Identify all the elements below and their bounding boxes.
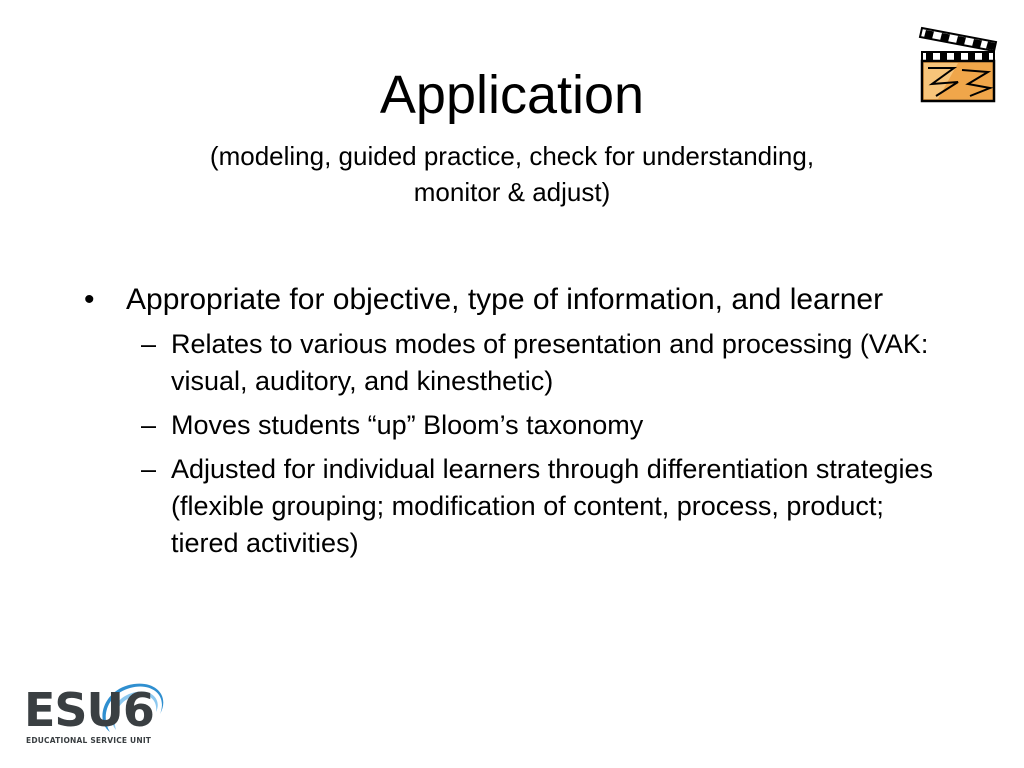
sub-bullet-text: Moves students “up” Bloom’s taxonomy bbox=[171, 410, 644, 440]
bullet-item bbox=[84, 280, 934, 320]
esu6-logo bbox=[22, 680, 167, 750]
sub-bullet-text: Adjusted for individual learners through differentiation strategies (flexible grouping; modification of content, process, product; tiered activities) bbox=[171, 454, 933, 558]
sub-bullet-item bbox=[141, 451, 934, 562]
clapperboard-icon bbox=[918, 24, 1000, 104]
slide-title: Application bbox=[379, 65, 645, 125]
dash-marker: – bbox=[141, 329, 157, 359]
sub-bullet-item bbox=[141, 407, 934, 444]
sub-bullet-list bbox=[141, 326, 934, 562]
sub-bullet-item bbox=[141, 326, 934, 400]
sub-bullet-text: Relates to various modes of presentation and processing (VAK: visual, auditory, and kinesthetic) bbox=[171, 329, 929, 396]
dash-marker: – bbox=[141, 454, 157, 484]
logo-main-text: ESU6 bbox=[24, 683, 154, 737]
bullet-marker: • bbox=[84, 283, 95, 316]
subtitle-line-1: (modeling, guided practice, check for understanding, bbox=[209, 141, 815, 171]
bullet-text: Appropriate for objective, type of information, and learner bbox=[126, 283, 884, 316]
subtitle-line-2: monitor & adjust) bbox=[413, 177, 611, 207]
logo-sub-text: EDUCATIONAL SERVICE UNIT bbox=[26, 736, 152, 745]
dash-marker: – bbox=[141, 410, 157, 440]
slide-subtitle bbox=[112, 138, 912, 210]
slide-body bbox=[84, 280, 934, 569]
